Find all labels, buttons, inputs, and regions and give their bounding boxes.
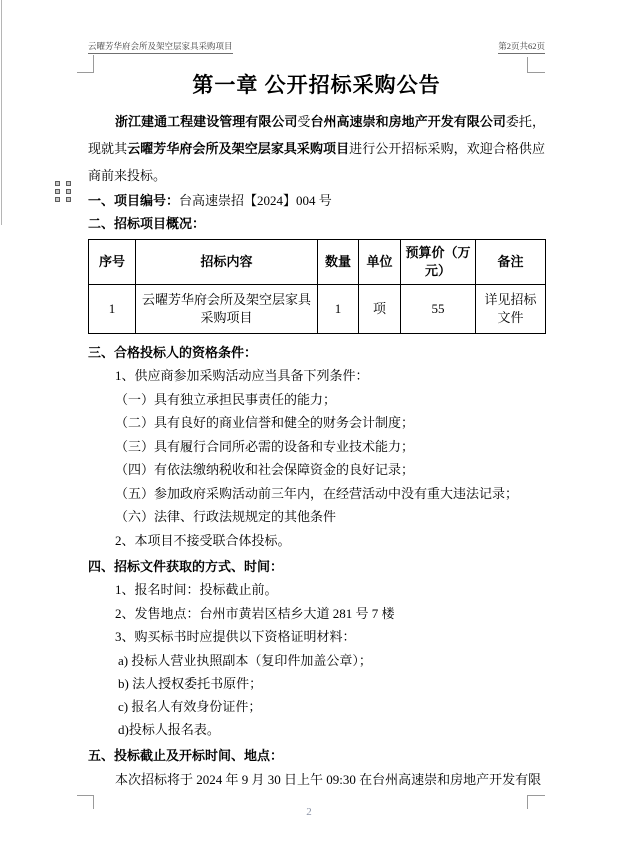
project-number-line bbox=[88, 189, 545, 212]
col-header-remark: 备注 bbox=[476, 240, 546, 285]
project-number-value: 台高速崇招【2024】004 号 bbox=[179, 193, 332, 208]
page-left-edge-line bbox=[1, 0, 2, 225]
project-number-label: 一、项目编号： bbox=[88, 193, 180, 208]
cell-budget: 55 bbox=[401, 285, 476, 334]
required-material-item: b) 法人授权委托书原件； bbox=[118, 675, 263, 691]
required-material-item: a) 投标人营业执照副本（复印件加盖公章）； bbox=[118, 652, 372, 668]
document-acquisition-item: 2、发售地点：台州市黄岩区桔乡大道 281 号 7 楼 bbox=[115, 605, 395, 621]
section5-body: 本次招标将于 2024 年 9 月 30 日上午 09:30 在台州高速崇和房地产开发有限 bbox=[115, 771, 542, 787]
header-project-title: 云曜芳华府会所及架空层家具采购项目 bbox=[88, 40, 233, 54]
section2-heading: 二、招标项目概况： bbox=[88, 216, 206, 231]
qualification-item: （四）有依法缴纳税收和社会保障资金的良好记录； bbox=[115, 462, 415, 477]
document-page bbox=[88, 70, 545, 792]
object-drag-handle-icon[interactable] bbox=[55, 181, 71, 202]
col-header-quantity: 数量 bbox=[318, 240, 359, 285]
section4-heading: 四、招标文件获取的方式、时间： bbox=[88, 559, 284, 574]
running-header bbox=[88, 40, 545, 54]
chapter-title: 第一章 公开招标采购公告 bbox=[192, 73, 441, 97]
qualification-item: （三）具有履行合同所必需的设备和专业技术能力； bbox=[115, 438, 415, 454]
header-page-indicator: 第2页共62页 bbox=[498, 40, 545, 54]
qualification-item: （二）具有良好的商业信誉和健全的财务会计制度； bbox=[115, 415, 415, 430]
qualification-item: 1、供应商参加采购活动应当具备下列条件： bbox=[115, 368, 369, 383]
col-header-seq: 序号 bbox=[89, 240, 136, 285]
page-number: 2 bbox=[306, 806, 312, 818]
cell-content: 云曜芳华府会所及架空层家具采购项目 bbox=[136, 285, 318, 334]
qualification-item: （一）具有独立承担民事责任的能力； bbox=[115, 391, 337, 407]
qualification-item: （五）参加政府采购活动前三年内，在经营活动中没有重大违法记录； bbox=[115, 485, 519, 501]
col-header-budget: 预算价（万元） bbox=[401, 240, 476, 285]
bid-overview-table bbox=[88, 239, 546, 334]
section3-heading: 三、合格投标人的资格条件： bbox=[88, 345, 258, 360]
table-header-row bbox=[89, 240, 546, 285]
cell-quantity: 1 bbox=[318, 285, 359, 334]
document-acquisition-item: 1、报名时间：投标截止前。 bbox=[115, 582, 278, 597]
col-header-unit: 单位 bbox=[359, 240, 401, 285]
table-row bbox=[89, 285, 546, 334]
document-acquisition-item: 3、购买标书时应提供以下资格证明材料： bbox=[115, 629, 356, 644]
required-material-item: c) 报名人有效身份证件； bbox=[118, 698, 262, 714]
required-material-item: d)投标人报名表。 bbox=[118, 721, 220, 737]
cell-seq: 1 bbox=[89, 285, 136, 334]
section5-heading: 五、投标截止及开标时间、地点： bbox=[88, 747, 284, 763]
cell-unit: 项 bbox=[359, 285, 401, 334]
col-header-content: 招标内容 bbox=[136, 240, 318, 285]
cell-remark: 详见招标文件 bbox=[476, 285, 546, 334]
qualification-item: 2、本项目不接受联合体投标。 bbox=[115, 532, 291, 548]
intro-paragraph: 浙江建通工程建设管理有限公司受台州高速崇和房地产开发有限公司委托，现就其云曜芳华府会所及架空层家具采购项目进行公开招标采购，欢迎合格供应商前来投标。 bbox=[88, 114, 545, 183]
qualification-item: （六）法律、行政法规规定的其他条件 bbox=[115, 509, 337, 524]
